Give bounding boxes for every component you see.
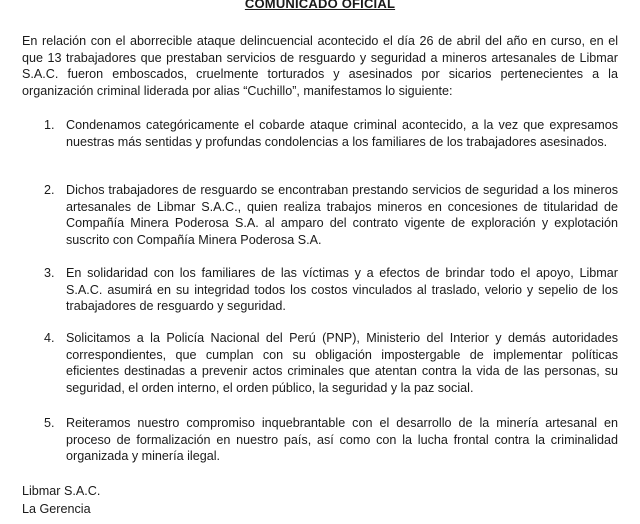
document-title: COMUNICADO OFICIAL bbox=[244, 0, 396, 11]
item-number-5: 5. bbox=[44, 416, 55, 430]
intro-paragraph: En relación con el aborrecible ataque delincuencial acontecido el día 26 de abril del año en curso, en el que 13 trabajadores que prestaban servicios de resguardo y seguridad a mineros artesanales de Libmar S.A.C. fueron emboscados, cruelmente torturados y asesinados por sicarios pertenecientes a la organización criminal liderada por alias “Cuchillo”, manifestamos lo siguiente: bbox=[22, 34, 618, 98]
item-text-4: Solicitamos a la Policía Nacional del Perú (PNP), Ministerio del Interior y demás autoridades correspondientes, que cumplan con su obligación impostergable de implementar políticas eficientes destinadas a prevenir actos criminales que atentan contra la vida de las personas, su seguridad, el orden interno, el orden público, la seguridad y la paz social. bbox=[66, 331, 618, 395]
item-number-1: 1. bbox=[44, 118, 55, 132]
item-number-2: 2. bbox=[44, 183, 55, 197]
signature-department: La Gerencia bbox=[22, 502, 91, 516]
signature-company: Libmar S.A.C. bbox=[22, 484, 101, 498]
item-text-2: Dichos trabajadores de resguardo se encontraban prestando servicios de seguridad a los mineros artesanales de Libmar S.A.C., quien realiza trabajos mineros en concesiones de titularidad de Compañía Minera Poderosa S.A. al amparo del contrato vigente de exploración y explotación suscrito con Compañía Minera Poderosa S.A. bbox=[66, 183, 618, 247]
item-text-1: Condenamos categóricamente el cobarde ataque criminal acontecido, a la vez que expresamos nuestras más sentidas y profundas condolencias a los familiares de los trabajadores asesinados. bbox=[66, 118, 618, 149]
item-text-3: En solidaridad con los familiares de las víctimas y a efectos de brindar todo el apoyo, Libmar S.A.C. asumirá en su integridad todos los costos vinculados al traslado, velorio y sepelio de los trabajadores de resguardo y seguridad. bbox=[66, 266, 618, 314]
item-text-5: Reiteramos nuestro compromiso inquebrantable con el desarrollo de la minería artesanal en proceso de formalización en nuestro país, así como con la lucha frontal contra la criminalidad organizada y minería ilegal. bbox=[66, 416, 618, 464]
item-number-3: 3. bbox=[44, 266, 55, 280]
item-number-4: 4. bbox=[44, 331, 55, 345]
